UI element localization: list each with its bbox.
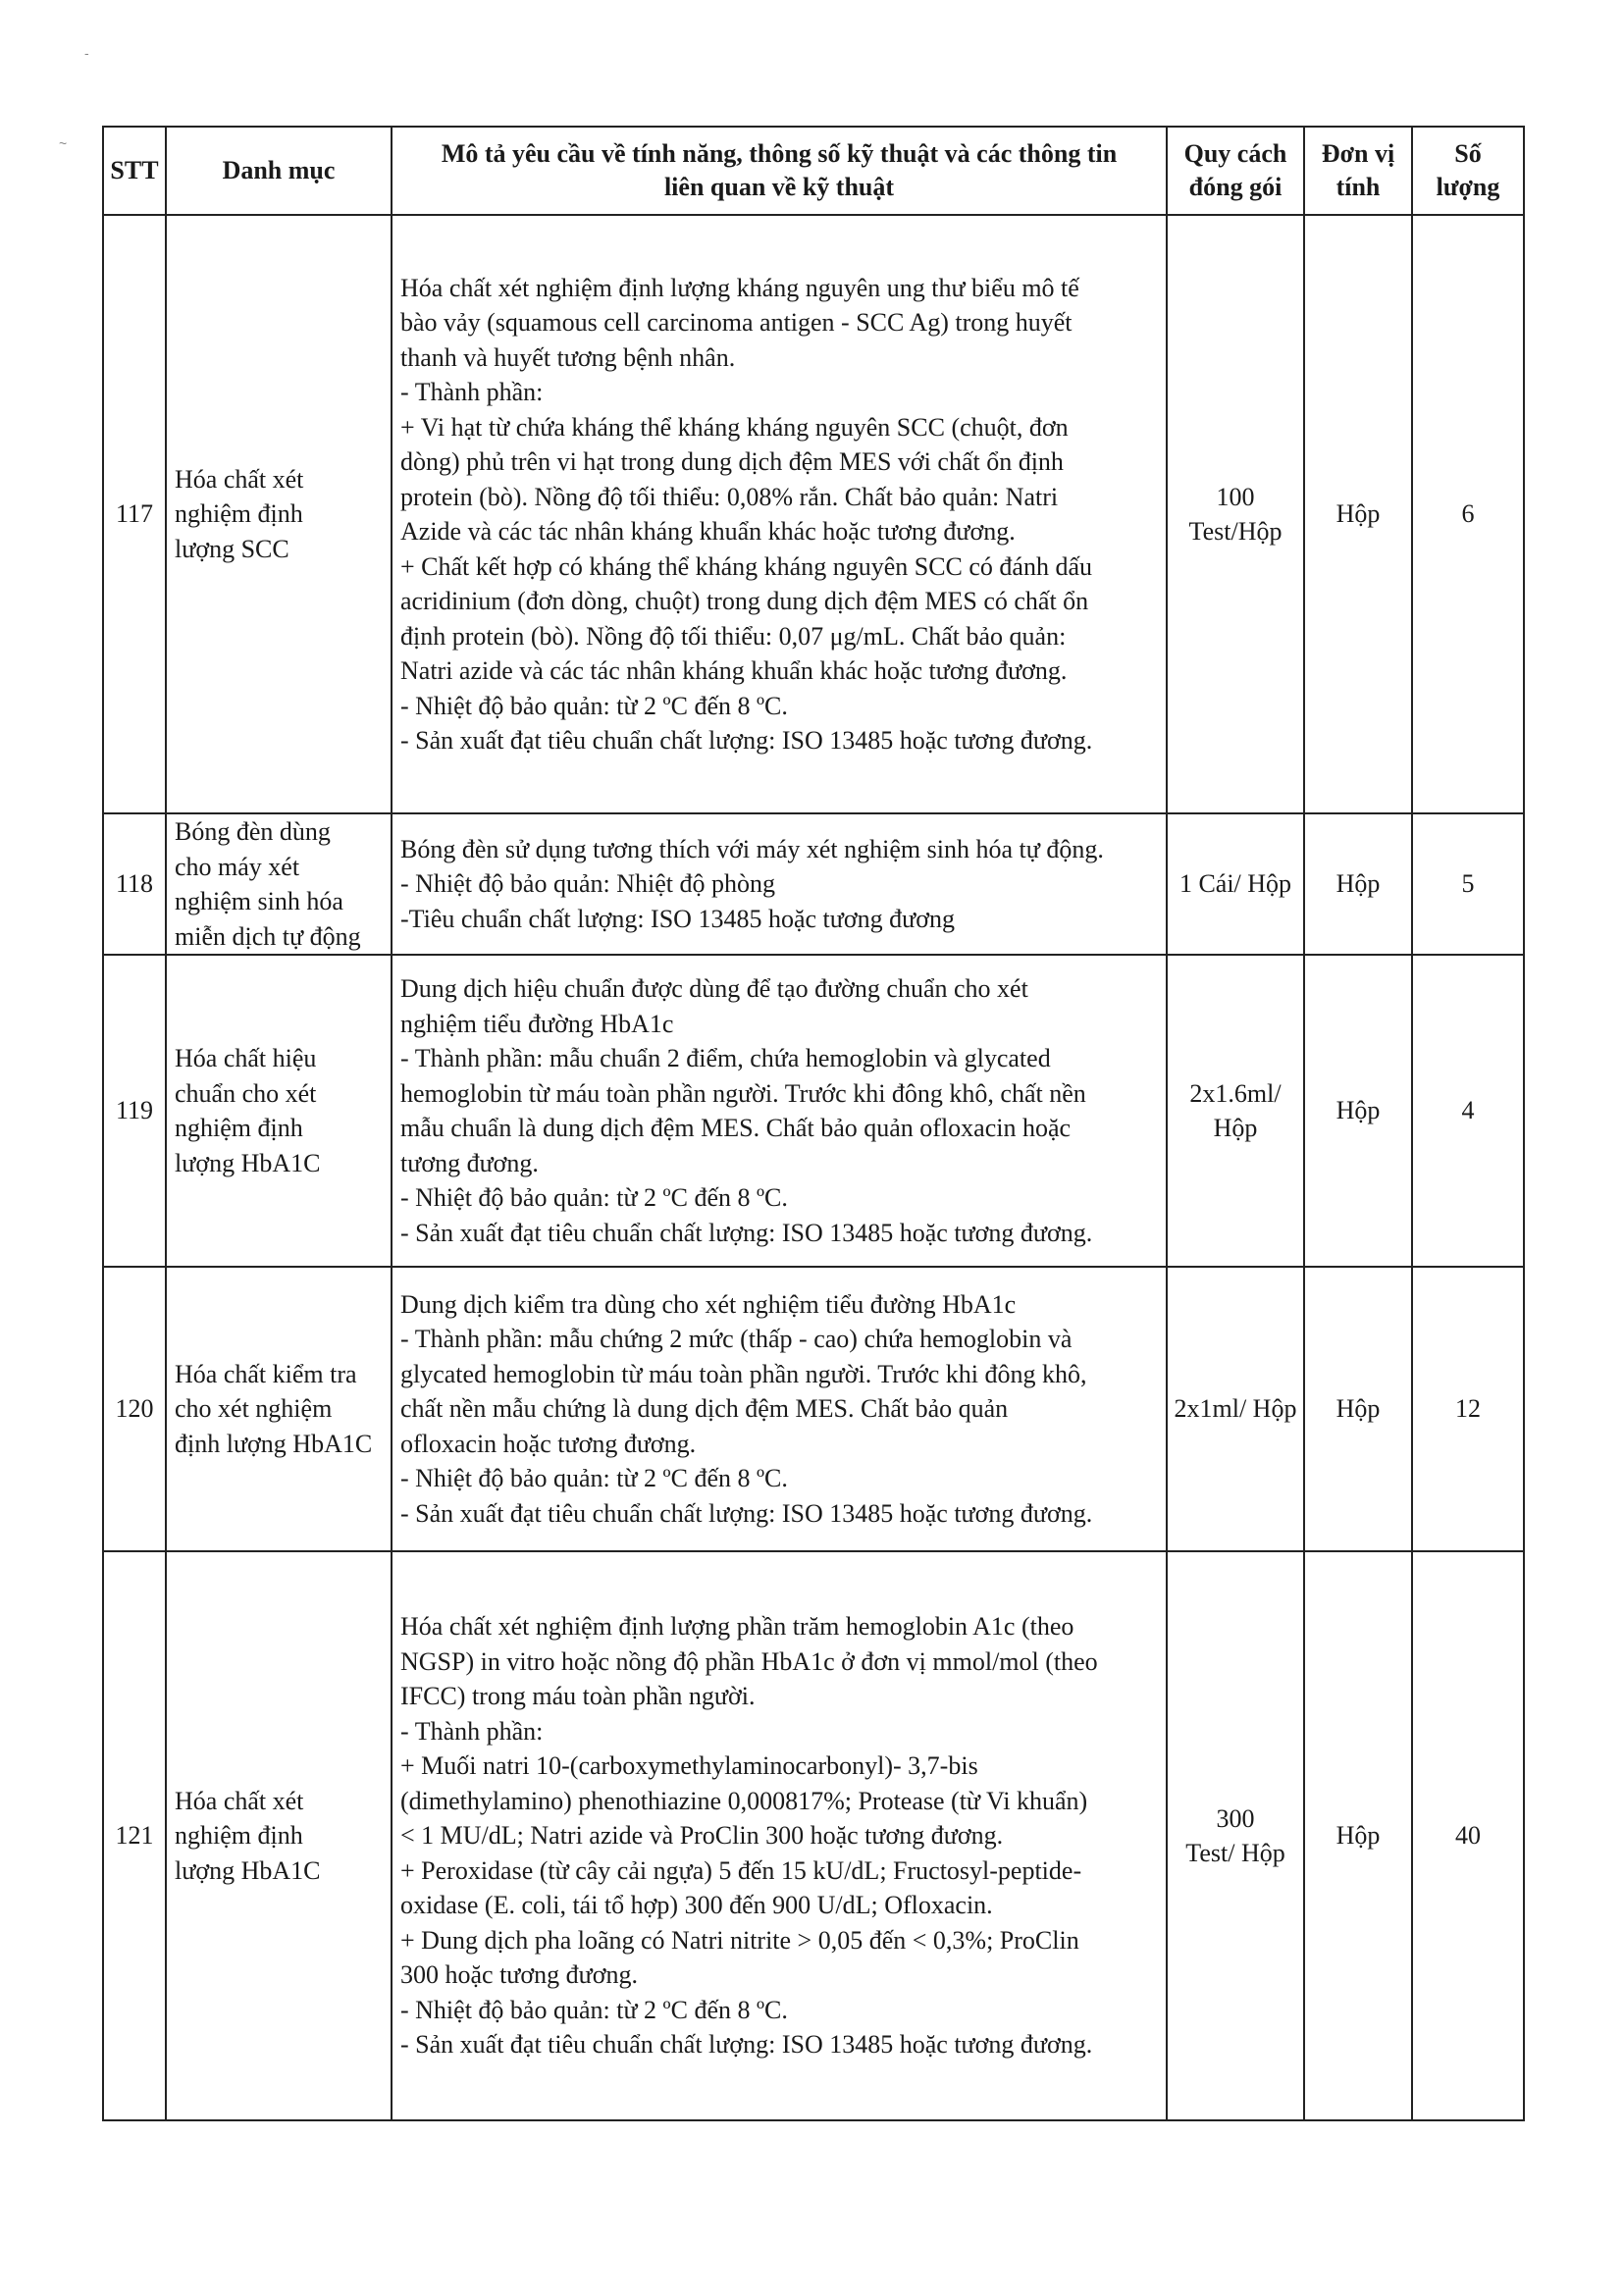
description-line: 300 hoặc tương đương. bbox=[400, 1960, 638, 1990]
row-stt: 117 bbox=[103, 215, 166, 813]
description-line: - Thành phần: mẫu chứng 2 mức (thấp - cao) chứa hemoglobin và bbox=[400, 1325, 1073, 1354]
description-line: - Sản xuất đạt tiêu chuẩn chất lượng: ISO 13485 hoặc tương đương. bbox=[400, 2030, 1093, 2060]
description-line: + Chất kết hợp có kháng thể kháng kháng nguyên SCC có đánh dấu bbox=[400, 551, 1093, 581]
description-line: glycated hemoglobin từ máu toàn phần người. Trước khi đông khô, bbox=[400, 1359, 1087, 1388]
header-packaging bbox=[1167, 127, 1304, 215]
row-stt: 121 bbox=[103, 1551, 166, 2120]
description-line: - Sản xuất đạt tiêu chuẩn chất lượng: ISO 13485 hoặc tương đương. bbox=[400, 1218, 1093, 1247]
description-line: + Dung dịch pha loãng có Natri nitrite > 0,05 đến < 0,3%; ProClin bbox=[400, 1925, 1079, 1955]
row-unit: Hộp bbox=[1304, 1551, 1412, 2120]
description-line: protein (bò). Nồng độ tối thiểu: 0,08% rắn. Chất bảo quản: Natri bbox=[400, 482, 1059, 511]
table-row bbox=[103, 1551, 1524, 2120]
description-line: (dimethylamino) phenothiazine 0,000817%; Protease (từ Vi khuẩn) bbox=[400, 1786, 1088, 1815]
item-name-line: Hóa chất xét bbox=[175, 1786, 304, 1815]
row-description bbox=[392, 1267, 1167, 1551]
header-description-line: Mô tả yêu cầu về tính năng, thông số kỹ thuật và các thông tin bbox=[441, 139, 1118, 168]
description-line: - Nhiệt độ bảo quản: từ 2 ºC đến 8 ºC. bbox=[400, 1464, 788, 1493]
description-line: - Nhiệt độ bảo quản: Nhiệt độ phòng bbox=[400, 869, 775, 899]
row-item-name bbox=[166, 1267, 392, 1551]
row-description bbox=[392, 955, 1167, 1267]
description-line: + Peroxidase (từ cây cải ngựa) 5 đến 15 kU/dL; Fructosyl-peptide- bbox=[400, 1855, 1082, 1885]
description-line: + Muối natri 10-(carboxymethylaminocarbonyl)- 3,7-bis bbox=[400, 1751, 978, 1781]
packaging-line: 100 bbox=[1216, 482, 1255, 511]
description-line: - Thành phần: mẫu chuẩn 2 điểm, chứa hemoglobin và glycated bbox=[400, 1044, 1051, 1072]
description-line: Dung dịch hiệu chuẩn được dùng để tạo đường chuẩn cho xét bbox=[400, 974, 1028, 1003]
item-name-line: lượng HbA1C bbox=[175, 1855, 321, 1885]
item-name-line: Hóa chất hiệu bbox=[175, 1044, 317, 1072]
description-line: tương đương. bbox=[400, 1148, 539, 1177]
item-name-line: cho xét nghiệm bbox=[175, 1394, 333, 1424]
row-description bbox=[392, 1551, 1167, 2120]
row-quantity: 40 bbox=[1412, 1551, 1524, 2120]
packaging-line: Test/Hộp bbox=[1188, 517, 1283, 546]
row-packaging bbox=[1167, 215, 1304, 813]
item-name-line: lượng SCC bbox=[175, 534, 289, 563]
description-line: < 1 MU/dL; Natri azide và ProClin 300 hoặc tương đương. bbox=[400, 1821, 1004, 1851]
table-row bbox=[103, 955, 1524, 1267]
description-line: định protein (bò). Nồng độ tối thiểu: 0,07 μg/mL. Chất bảo quản: bbox=[400, 621, 1067, 651]
header-quantity-line: Số bbox=[1454, 139, 1482, 168]
header-quantity-line: lượng bbox=[1436, 173, 1500, 201]
row-stt: 118 bbox=[103, 813, 166, 955]
description-line: Azide và các tác nhân kháng khuẩn khác hoặc tương đương. bbox=[400, 517, 1016, 546]
item-name-line: Bóng đèn dùng bbox=[175, 817, 331, 846]
scan-mark-left: ~ bbox=[59, 135, 68, 151]
header-quantity bbox=[1412, 127, 1524, 215]
packaging-line: Test/ Hộp bbox=[1185, 1839, 1285, 1867]
item-name-line: cho máy xét bbox=[175, 852, 300, 881]
row-quantity: 5 bbox=[1412, 813, 1524, 955]
description-line: bào vảy (squamous cell carcinoma antigen - SCC Ag) trong huyết bbox=[400, 308, 1073, 337]
row-quantity: 6 bbox=[1412, 215, 1524, 813]
description-line: Hóa chất xét nghiệm định lượng kháng nguyên ung thư biểu mô tế bbox=[400, 273, 1079, 302]
packaging-line: Hộp bbox=[1213, 1114, 1258, 1142]
item-name-line: định lượng HbA1C bbox=[175, 1429, 373, 1458]
row-description bbox=[392, 215, 1167, 813]
header-unit bbox=[1304, 127, 1412, 215]
row-stt: 120 bbox=[103, 1267, 166, 1551]
header-unit-line: Đơn vị bbox=[1321, 139, 1395, 168]
packaging-line: 1 Cái/ Hộp bbox=[1178, 869, 1292, 899]
description-line: - Nhiệt độ bảo quản: từ 2 ºC đến 8 ºC. bbox=[400, 1183, 788, 1212]
row-stt: 119 bbox=[103, 955, 166, 1267]
item-name-line: Hóa chất kiểm tra bbox=[175, 1359, 357, 1388]
packaging-line: 300 bbox=[1216, 1803, 1255, 1833]
description-line: chất nền mẫu chứng là dung dịch đệm MES. Chất bảo quản bbox=[400, 1394, 1009, 1424]
row-packaging bbox=[1167, 955, 1304, 1267]
row-item-name bbox=[166, 215, 392, 813]
row-unit: Hộp bbox=[1304, 955, 1412, 1267]
header-category: Danh mục bbox=[166, 127, 392, 215]
row-quantity: 4 bbox=[1412, 955, 1524, 1267]
description-line: ofloxacin hoặc tương đương. bbox=[400, 1429, 697, 1458]
header-stt: STT bbox=[103, 127, 166, 215]
description-line: - Thành phần: bbox=[400, 378, 544, 406]
description-line: Natri azide và các tác nhân kháng khuẩn khác hoặc tương đương. bbox=[400, 656, 1068, 685]
row-item-name bbox=[166, 813, 392, 955]
row-packaging bbox=[1167, 813, 1304, 955]
row-packaging bbox=[1167, 1267, 1304, 1551]
description-line: - Thành phần: bbox=[400, 1716, 544, 1746]
description-line: oxidase (E. coli, tái tổ hợp) 300 đến 900 U/dL; Ofloxacin. bbox=[400, 1891, 993, 1920]
description-line: mẫu chuẩn là dung dịch đệm MES. Chất bảo quản ofloxacin hoặc bbox=[400, 1114, 1072, 1142]
item-name-line: lượng HbA1C bbox=[175, 1148, 321, 1177]
item-name-line: nghiệm sinh hóa bbox=[175, 887, 343, 915]
row-quantity: 12 bbox=[1412, 1267, 1524, 1551]
description-line: dòng) phủ trên vi hạt trong dung dịch đệm MES với chất ổn định bbox=[400, 447, 1064, 476]
header-description bbox=[392, 127, 1167, 215]
description-line: Dung dịch kiểm tra dùng cho xét nghiệm tiểu đường HbA1c bbox=[400, 1289, 1017, 1319]
table-body bbox=[103, 215, 1524, 2120]
header-packaging-line: Quy cách bbox=[1183, 139, 1287, 168]
scan-mark-top: - bbox=[84, 45, 89, 61]
description-line: - Sản xuất đạt tiêu chuẩn chất lượng: ISO 13485 hoặc tương đương. bbox=[400, 726, 1093, 755]
item-name-line: nghiệm định bbox=[175, 499, 303, 529]
description-line: - Nhiệt độ bảo quản: từ 2 ºC đến 8 ºC. bbox=[400, 691, 788, 720]
description-line: acridinium (đơn dòng, chuột) trong dung dịch đệm MES có chất ổn bbox=[400, 587, 1089, 615]
description-line: NGSP) in vitro hoặc nồng độ phần HbA1c ở đơn vị mmol/mol (theo bbox=[400, 1646, 1098, 1676]
row-item-name bbox=[166, 1551, 392, 2120]
spec-table bbox=[102, 126, 1525, 2121]
row-description bbox=[392, 813, 1167, 955]
table-row bbox=[103, 215, 1524, 813]
packaging-line: 2x1.6ml/ bbox=[1189, 1078, 1282, 1108]
table-row bbox=[103, 1267, 1524, 1551]
description-line: Bóng đèn sử dụng tương thích với máy xét nghiệm sinh hóa tự động. bbox=[400, 834, 1104, 863]
description-line: Hóa chất xét nghiệm định lượng phần trăm hemoglobin A1c (theo bbox=[400, 1612, 1074, 1642]
row-unit: Hộp bbox=[1304, 813, 1412, 955]
description-line: thanh và huyết tương bệnh nhân. bbox=[400, 342, 736, 372]
description-line: - Nhiệt độ bảo quản: từ 2 ºC đến 8 ºC. bbox=[400, 1995, 788, 2024]
header-description-line: liên quan về kỹ thuật bbox=[663, 173, 895, 201]
item-name-line: miễn dịch tự động bbox=[175, 921, 361, 951]
header-packaging-line: đóng gói bbox=[1188, 173, 1283, 201]
item-name-line: Hóa chất xét bbox=[175, 464, 304, 494]
description-line: IFCC) trong máu toàn phần người. bbox=[400, 1682, 756, 1711]
row-item-name bbox=[166, 955, 392, 1267]
description-line: -Tiêu chuẩn chất lượng: ISO 13485 hoặc tương đương bbox=[400, 904, 955, 933]
description-line: - Sản xuất đạt tiêu chuẩn chất lượng: ISO 13485 hoặc tương đương. bbox=[400, 1498, 1093, 1528]
item-name-line: nghiệm định bbox=[175, 1821, 303, 1851]
packaging-line: 2x1ml/ Hộp bbox=[1174, 1394, 1297, 1424]
description-line: + Vi hạt từ chứa kháng thể kháng kháng nguyên SCC (chuột, đơn bbox=[400, 412, 1069, 442]
row-packaging bbox=[1167, 1551, 1304, 2120]
row-unit: Hộp bbox=[1304, 1267, 1412, 1551]
table-row bbox=[103, 813, 1524, 955]
header-unit-line: tính bbox=[1335, 173, 1381, 201]
description-line: hemoglobin từ máu toàn phần người. Trước khi đông khô, chất nền bbox=[400, 1078, 1086, 1108]
item-name-line: nghiệm định bbox=[175, 1114, 303, 1142]
description-line: nghiệm tiểu đường HbA1c bbox=[400, 1009, 674, 1038]
item-name-line: chuẩn cho xét bbox=[175, 1078, 317, 1108]
table-header-row bbox=[103, 127, 1524, 215]
row-unit: Hộp bbox=[1304, 215, 1412, 813]
